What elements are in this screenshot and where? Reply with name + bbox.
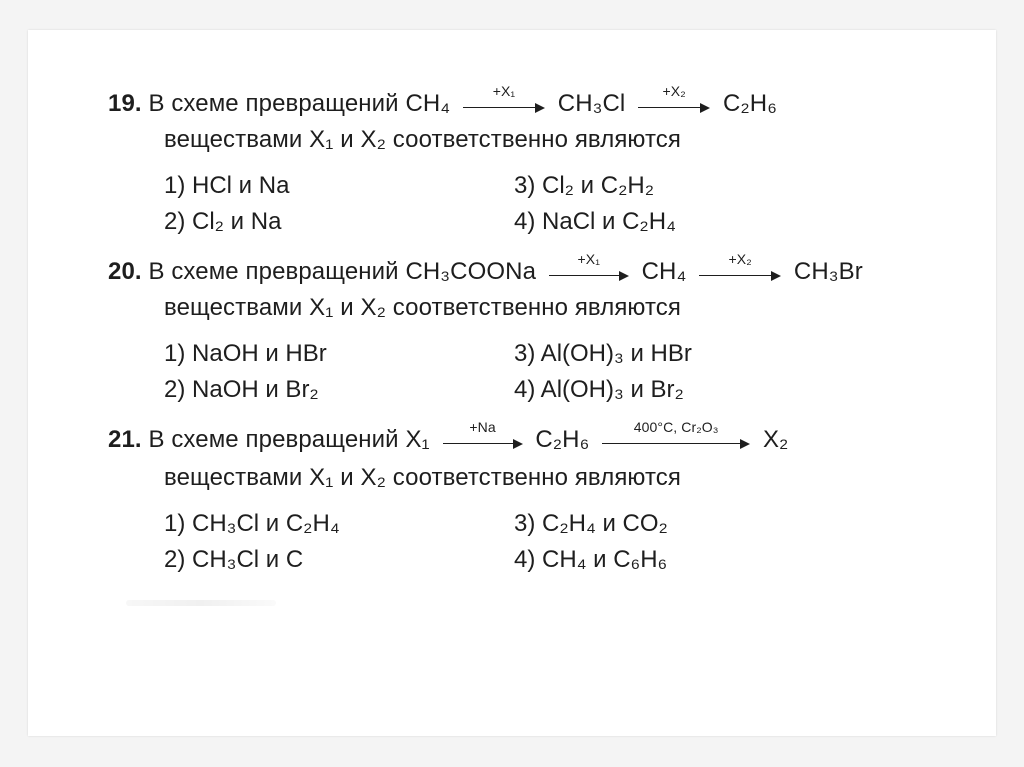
- arrow-label: +X₂: [662, 82, 686, 99]
- scheme-middle: C₂H₆: [535, 426, 590, 453]
- scheme-intro: В схеме превращений: [148, 258, 399, 285]
- scheme-start: CH₃COONa: [405, 258, 537, 285]
- scheme-start: X₁: [405, 426, 430, 453]
- arrow-label: +X₁: [577, 250, 601, 267]
- option: 3) C₂H₄ и CO₂: [514, 510, 668, 537]
- question-number: 21.: [108, 426, 142, 453]
- arrow-label: +X₁: [492, 82, 516, 99]
- arrow-label: +Na: [469, 418, 496, 435]
- reaction-arrow: [549, 250, 629, 287]
- option: 2) CH₃Cl и C: [164, 546, 304, 573]
- option: 3) Al(OH)₃ и HBr: [514, 340, 692, 367]
- arrow-label: 400°C, Cr₂O₃: [633, 418, 719, 435]
- chemistry-questions: [28, 30, 996, 736]
- scheme-end: X₂: [762, 426, 789, 453]
- question-19-stem-line2: веществами X₁ и X₂ соответственно являются: [164, 126, 682, 153]
- reaction-arrow: [699, 250, 781, 287]
- reaction-arrow: [602, 418, 750, 455]
- question-number: 20.: [108, 258, 142, 285]
- question-21-stem: [108, 418, 789, 455]
- scheme-end: CH₃Br: [793, 258, 863, 285]
- option: 2) Cl₂ и Na: [164, 208, 282, 235]
- reaction-arrow: [638, 82, 710, 119]
- option: 4) Al(OH)₃ и Br₂: [514, 376, 684, 403]
- scheme-intro: В схеме превращений: [148, 90, 399, 117]
- question-20-stem: [108, 250, 863, 287]
- option: 4) NaCl и C₂H₄: [514, 208, 676, 235]
- reaction-arrow: [463, 82, 545, 119]
- question-21-stem-line2: веществами X₁ и X₂ соответственно являются: [164, 464, 682, 491]
- option: 3) Cl₂ и C₂H₂: [514, 172, 655, 199]
- scheme-start: CH₄: [405, 90, 451, 117]
- document-page: [28, 30, 996, 736]
- option: 4) CH₄ и C₆H₆: [514, 546, 668, 573]
- question-19-stem: [108, 82, 777, 119]
- scheme-end: C₂H₆: [722, 90, 777, 117]
- reaction-arrow: [443, 418, 523, 455]
- question-20-stem-line2: веществами X₁ и X₂ соответственно являются: [164, 294, 682, 321]
- option: 1) NaOH и HBr: [164, 340, 327, 367]
- scheme-intro: В схеме превращений: [148, 426, 399, 453]
- arrow-label: +X₂: [728, 250, 752, 267]
- scheme-middle: CH₃Cl: [557, 90, 626, 117]
- option: 2) NaOH и Br₂: [164, 376, 319, 403]
- scan-smudge: [126, 600, 276, 606]
- scheme-middle: CH₄: [641, 258, 687, 285]
- question-number: 19.: [108, 90, 142, 117]
- option: 1) CH₃Cl и C₂H₄: [164, 510, 340, 537]
- option: 1) HCl и Na: [164, 172, 290, 199]
